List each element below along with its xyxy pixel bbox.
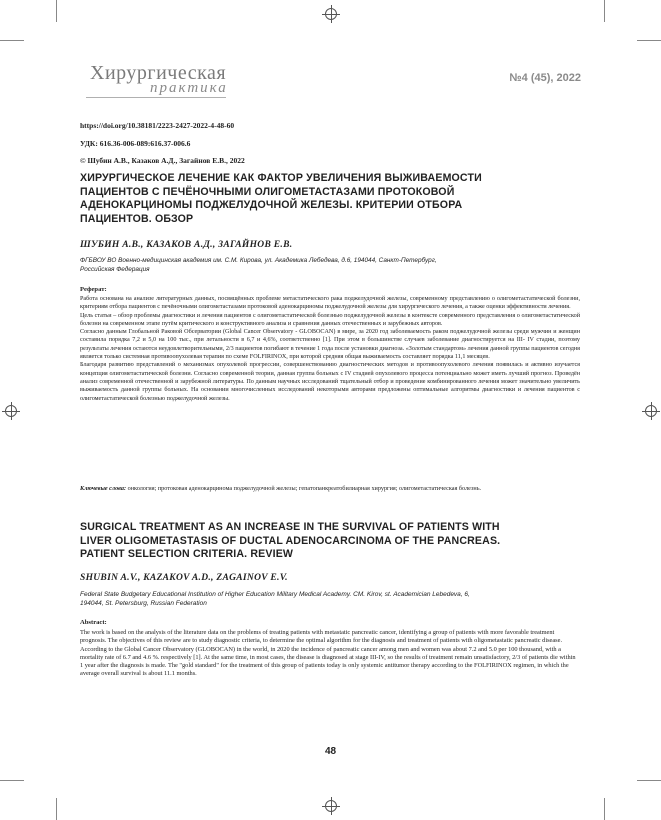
keywords-ru	[80, 485, 580, 493]
authors-en: SHUBIN A.V., KAZAKOV A.D., ZAGAINOV E.V.	[80, 573, 288, 583]
page-number: 48	[324, 746, 337, 757]
crop-mark	[604, 0, 605, 22]
crop-mark	[56, 798, 57, 820]
title-line: ПАЦИЕНТОВ С ПЕЧЁНОЧНЫМИ ОЛИГОМЕТАСТАЗАМИ ПРОТОКОВОЙ	[80, 185, 455, 198]
keywords-label: Ключевые слова:	[80, 485, 127, 492]
issue-number: №4 (45), 2022	[509, 72, 581, 84]
authors-ru: ШУБИН А.В., КАЗАКОВ А.Д., ЗАГАЙНОВ Е.В.	[80, 240, 293, 250]
title-line: LIVER OLIGOMETASTASIS OF DUCTAL ADENOCARCINOMA OF THE PANCREAS.	[80, 534, 501, 547]
crop-mark	[56, 0, 57, 22]
copyright: © Шубин А.В., Казаков А.Д., Загайнов Е.В., 2022	[80, 156, 245, 165]
registration-mark-icon	[325, 8, 337, 20]
title-line: PATIENT SELECTION CRITERIA. REVIEW	[80, 548, 294, 560]
affiliation-ru	[80, 256, 580, 274]
keywords-text: онкология; протоковая аденокарцинома поджелудочной железы; гепатопанкреатобилиарная хирургия; олигометастатическая болезнь.	[127, 485, 482, 492]
abstract-paragraph: Согласно данным Глобальной Раковой Обсерватории (Global Cancer Observatory - GLOBOCAN) в мире, за 2020 год заболеваемость раком поджелудочной железы среди мужчин и женщин составила порядка 7,2 и 5,0 на 100 тыс., при летальности в 6,7 и 4,6%, соответственно [1]. При этом в большинстве случаев заболевание диагностируется на III- IV стадии, поэтому результаты лечения остаются неудовлетворительными, 2/3 пациентов погибают в течение 1 года после установки диагноза. «Золотым стандартом» лечения данной группы пациентов сегодня является только системная противоопухолевая терапия по схеме FOLFIRINOX, при которой средняя общая выживаемость составляет порядка 11,1 месяцев.	[80, 329, 580, 361]
title-line: АДЕНОКАРЦИНОМЫ ПОДЖЕЛУДОЧНОЙ ЖЕЛЕЗЫ. КРИТЕРИИ ОТБОРА	[80, 199, 463, 211]
udc-code: УДК: 616.36-006-089:616.37-006.6	[80, 139, 191, 148]
affiliation-line: ФГБВОУ ВО Военно-медицинская академия им. С.М. Кирова, ул. Академика Лебедева, д.6, 194044, Санкт-Петербург,	[80, 257, 437, 264]
abstract-paragraph: Цель статьи – обзор проблемы диагностики и лечения пациентов с олигометастатической болезнью поджелудочной железы в контексте современного представления о олигометастатической болезни на современном этапе путём критического и конструктивного анализа и сравнения данных отечественных и зарубежных авторов.	[80, 312, 580, 327]
title-line: ПАЦИЕНТОВ. ОБЗОР	[80, 212, 194, 225]
abstract-paragraph: Благодаря развитию представлений о механизмах опухолевой прогрессии, совершенствованию диагностических методов и противоопухолевого лечения появилась и активно изучается концепция олигометастатической болезни. Согласно современной теории, данная группа больных с IV стадией опухолевого процесса потенциально может иметь лучший прогноз. Проведён анализ современной отечественной и зарубежной литературы. По данным научных исследований тщательный отбор и проведение комбинированного лечения может значительно увеличить выживаемость данной группы больных. На основании многочисленных исследований некоторыми авторами предложены оптимальные алгоритмы диагностики и лечения пациентов с олигометастатической болезнью поджелудочной железы.	[80, 362, 580, 402]
crop-mark	[0, 40, 24, 41]
registration-mark-icon	[645, 405, 657, 417]
crop-mark	[637, 780, 661, 781]
article-title-en	[80, 521, 580, 562]
journal-logo: Хирургическая	[90, 62, 227, 84]
article-title-ru	[80, 172, 580, 226]
abstract-ru	[80, 295, 580, 403]
logo-underline	[86, 97, 226, 98]
affiliation-line: Federal State Budgetary Educational Institution of Higher Education Military Medical Academy. CM. Kirov, st. Academician Lebedeva, 6,	[80, 591, 470, 598]
abstract-en	[80, 629, 580, 679]
abstract-heading-en: Abstract:	[80, 619, 107, 626]
registration-mark-icon	[5, 405, 17, 417]
affiliation-en	[80, 590, 580, 608]
affiliation-line: 194044, St. Petersburg, Russian Federation	[80, 600, 207, 607]
abstract-paragraph: According to the Global Cancer Observatory (GLOBOCAN) in the world, in 2020 the incidence of pancreatic cancer among men and women was about 7.2 and 5.0 per 100 thousand, with a mortality rate of 6.7 and 4.6 %. respectively [1]. At the same time, in most cases, the disease is diagnosed at stage III-IV, so the results of treatment remain unsatisfactory, 2/3 of patients die within 1 year after the diagnosis is made. The "gold standard" for the treatment of this group of patients today is only systemic antitumor therapy according to the FOLFIRINOX regimen, in which the average overall survival is about 11.1 months.	[80, 645, 576, 678]
abstract-paragraph: The work is based on the analysis of the literature data on the problems of treating patients with metastatic pancreatic cancer, identifying a group of patients with more favorable treatment prognosis. The objectives of this review are to study diagnostic criteria, to determine the optimal algorithm for the diagnosis and treatment of patients with oligometastatic pancreatic disease.	[80, 629, 563, 645]
registration-mark-icon	[325, 800, 337, 812]
doi-link[interactable]: https://doi.org/10.38181/2223-2427-2022-4-48-60	[80, 121, 235, 130]
title-line: SURGICAL TREATMENT AS AN INCREASE IN THE SURVIVAL OF PATIENTS WITH	[80, 521, 500, 533]
abstract-heading-ru: Реферат:	[80, 286, 107, 293]
crop-mark	[637, 40, 661, 41]
title-line: ХИРУРГИЧЕСКОЕ ЛЕЧЕНИЕ КАК ФАКТОР УВЕЛИЧЕНИЯ ВЫЖИВАЕМОСТИ	[80, 172, 482, 184]
journal-logo-subtitle: практика	[150, 80, 228, 96]
abstract-paragraph: Работа основана на анализе литературных данных, посвящённых проблеме метастатического рака поджелудочной железы, современному представлению о олигометастатической болезни, критериям отбора пациентов с печёночными олигометастазами протоковой аденокарциномы поджелудочной железы для хирургического лечения, а также оценки эффективности лечения.	[80, 296, 580, 311]
affiliation-line: Российская Федерация	[80, 266, 150, 273]
crop-mark	[0, 780, 24, 781]
crop-mark	[604, 798, 605, 820]
